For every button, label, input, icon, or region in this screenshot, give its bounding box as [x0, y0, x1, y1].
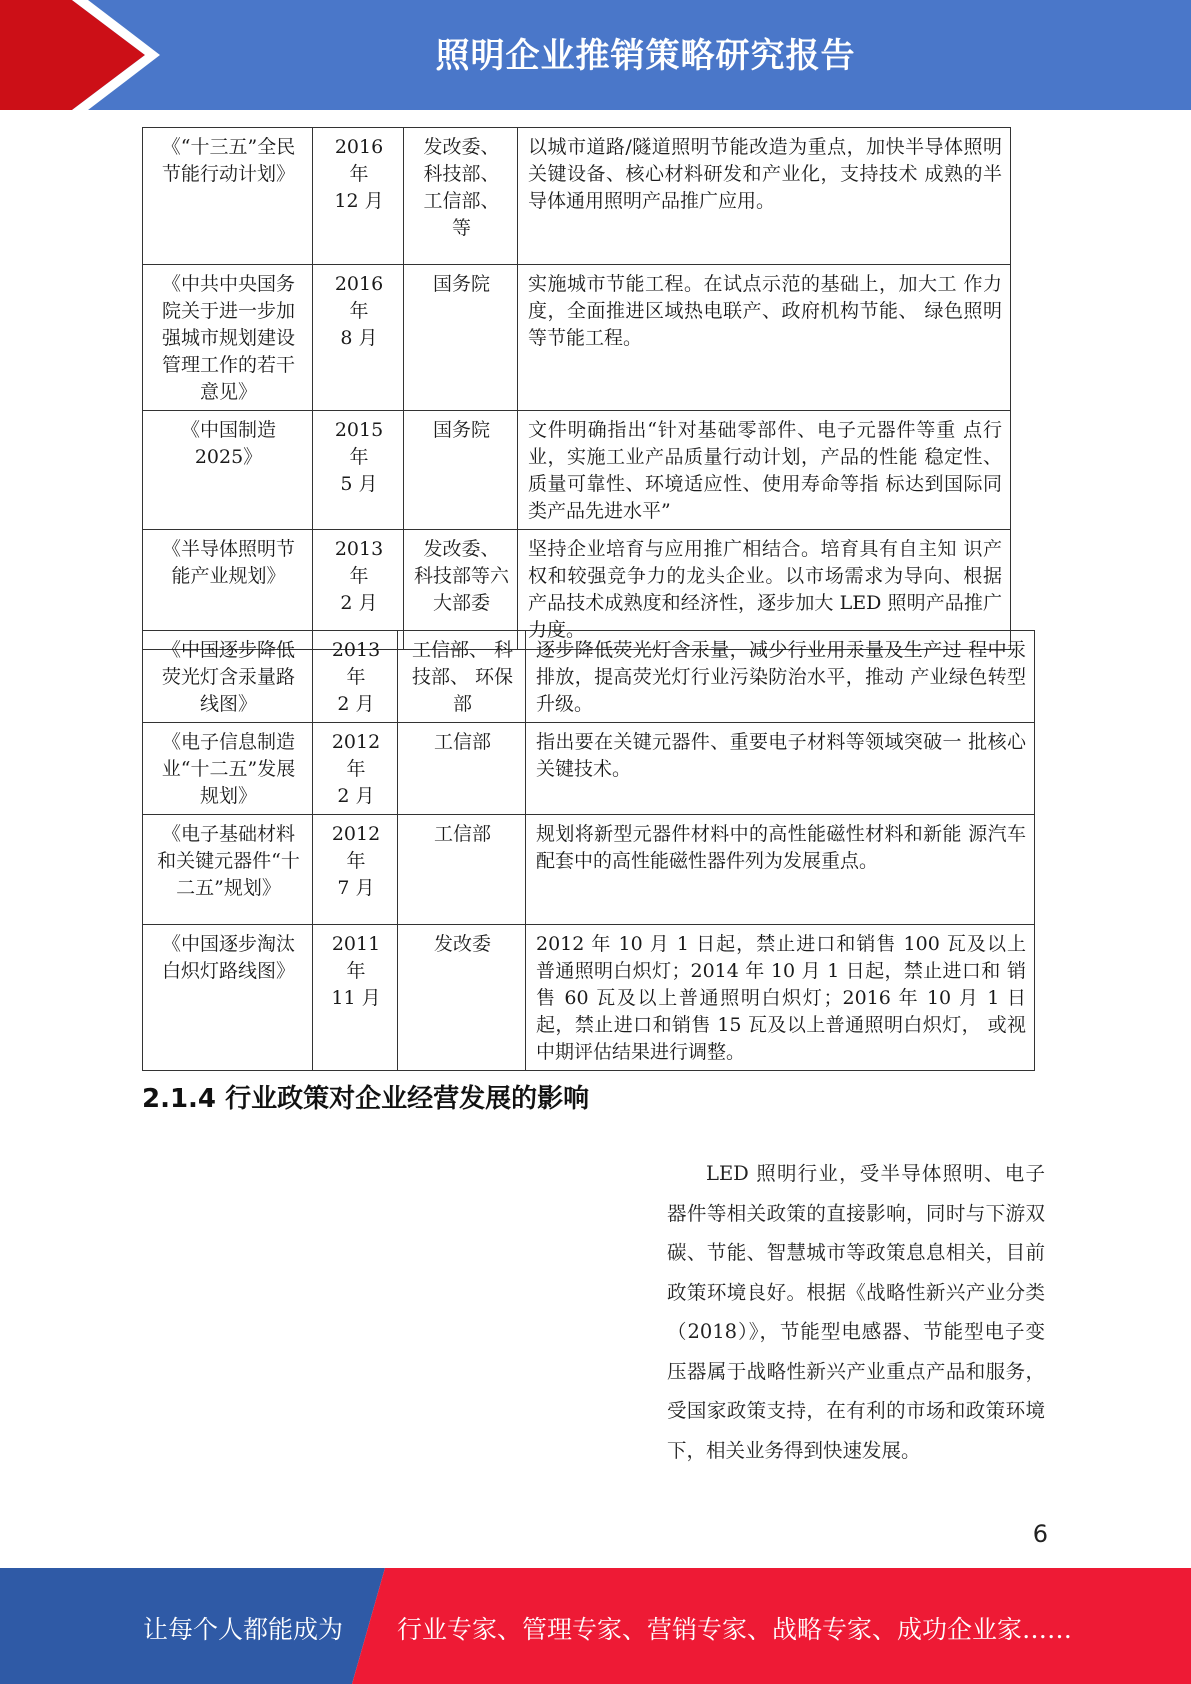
- table-row: [143, 411, 1011, 530]
- issuing-dept-cell: 工信部: [398, 723, 526, 815]
- table-row: [143, 128, 1011, 265]
- policy-desc-cell: 规划将新型元器件材料中的高性能磁性材料和新能 源汽车配套中的高性能磁性器件列为发展重点。: [526, 815, 1035, 925]
- issue-date-cell: 2012 年 2 月: [313, 723, 398, 815]
- page-number: 6: [1032, 1520, 1048, 1548]
- issue-date-cell: 2013 年 2 月: [313, 631, 398, 723]
- policy-desc-cell: 文件明确指出“针对基础零部件、电子元器件等重 点行业，实施工业产品质量行动计划，产品的性能 稳定性、质量可靠性、环境适应性、使用寿命等指 标达到国际同类产品先进水平”: [518, 411, 1011, 530]
- issuing-dept-cell: 发改委: [398, 925, 526, 1071]
- policy-desc-cell: 实施城市节能工程。在试点示范的基础上，加大工 作力度，全面推进区域热电联产、政府机构节能、 绿色照明等节能工程。: [518, 265, 1011, 411]
- issuing-dept-cell: 发改委、 科技部等六大部委: [404, 530, 518, 650]
- table-row: [143, 723, 1035, 815]
- section-heading: 2.1.4 行业政策对企业经营发展的影响: [142, 1084, 590, 1114]
- issuing-dept-cell: 国务院: [404, 411, 518, 530]
- policy-name-cell: 《电子基础材料和关键元器件“十二五”规划》: [143, 815, 313, 925]
- policy-table-upper: [142, 127, 1011, 650]
- section-paragraph: LED 照明行业，受半导体照明、电子器件等相关政策的直接影响，同时与下游双碳、节能、智慧城市等政策息息相关，目前政策环境良好。根据《战略性新兴产业分类（2018）》，节能型电感器、节能型电子变压器属于战略性新兴产业重点产品和服务，受国家政策支持，在有利的市场和政策环境下，相关业务得到快速发展。: [667, 1162, 1045, 1462]
- policy-name-cell: 《中国逐步降低荧光灯含汞量路线图》: [143, 631, 313, 723]
- footer-slogan-right: 行业专家、管理专家、营销专家、战略专家、成功企业家……: [397, 1615, 1073, 1644]
- issue-date-cell: 2012 年 7 月: [313, 815, 398, 925]
- table-row: [143, 925, 1035, 1071]
- policy-desc-cell: 以城市道路/隧道照明节能改造为重点，加快半导体照明关键设备、核心材料研发和产业化，支持技术 成熟的半导体通用照明产品推广应用。: [518, 128, 1011, 265]
- table-row: [143, 265, 1011, 411]
- page-header: [0, 0, 1191, 110]
- issue-date-cell: 2016 年 8 月: [313, 265, 404, 411]
- policy-name-cell: 《半导体照明节能产业规划》: [143, 530, 313, 650]
- policy-name-cell: 《中国逐步淘汰 白炽灯路线图》: [143, 925, 313, 1071]
- report-title: 照明企业推销策略研究报告: [435, 36, 856, 76]
- policy-name-cell: 《中共中央国务院关于进一步加强城市规划建设管理工作的若干意见》: [143, 265, 313, 411]
- issue-date-cell: 2015 年 5 月: [313, 411, 404, 530]
- issue-date-cell: 2013 年 2 月: [313, 530, 404, 650]
- issuing-dept-cell: 发改委、 科技部、 工信部、 等: [404, 128, 518, 265]
- table-row: [143, 815, 1035, 925]
- policy-name-cell: 《“十三五”全民节能行动计划》: [143, 128, 313, 265]
- policy-desc-cell: 逐步降低荧光灯含汞量，减少行业用汞量及生产过 程中汞排放，提高荧光灯行业污染防治水平，推动 产业绿色转型升级。: [526, 631, 1035, 723]
- issuing-dept-cell: 国务院: [404, 265, 518, 411]
- issuing-dept-cell: 工信部: [398, 815, 526, 925]
- issue-date-cell: 2016 年 12 月: [313, 128, 404, 265]
- policy-desc-cell: 2012 年 10 月 1 日起，禁止进口和销售 100 瓦及以上 普通照明白炽灯；2014 年 10 月 1 日起，禁止进口和 销售 60 瓦及以上普通照明白炽灯；2016 年 10 月 1 日起，禁止进口和销售 15 瓦及以上普通照明白炽灯， 或视中期评估结果进行调整。: [526, 925, 1035, 1071]
- policy-name-cell: 《中国制造 2025》: [143, 411, 313, 530]
- policy-desc-cell: 指出要在关键元器件、重要电子材料等领域突破一 批核心关键技术。: [526, 723, 1035, 815]
- issue-date-cell: 2011 年 11 月: [313, 925, 398, 1071]
- issuing-dept-cell: 工信部、 科技部、 环保部: [398, 631, 526, 723]
- table-row: [143, 631, 1035, 723]
- policy-table-lower: [142, 630, 1035, 1071]
- policy-name-cell: 《电子信息制造业“十二五”发展规划》: [143, 723, 313, 815]
- footer-slogan-left: 让每个人都能成为: [143, 1615, 344, 1644]
- policy-desc-cell: 坚持企业培育与应用推广相结合。培育具有自主知 识产权和较强竞争力的龙头企业。以市场需求为导向、根据产品技术成熟度和经济性，逐步加大 LED 照明产品推广力度。: [518, 530, 1011, 650]
- page-footer: [0, 1568, 1191, 1684]
